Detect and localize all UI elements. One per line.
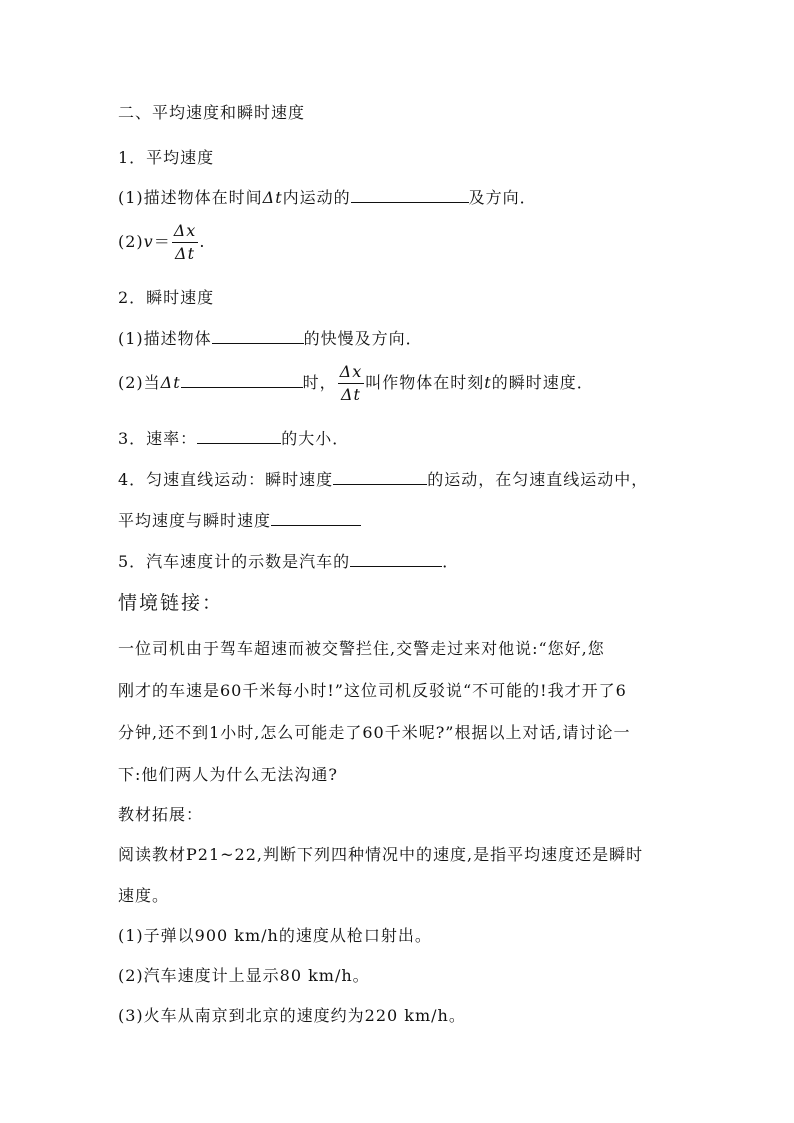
inst-speed-formula: (2)当Δt 时， $\frac{\Delta x}{\Delta t}$ 叫作物体在时刻t的瞬时速度． bbox=[118, 362, 594, 404]
item-4-line-2: 平均速度与瞬时速度 bbox=[118, 508, 361, 531]
section-title: 二、平均速度和瞬时速度 bbox=[118, 103, 306, 122]
item-5-speedometer: 5．汽车速度计的示数是汽车的 ． bbox=[118, 552, 460, 571]
fill-blank[interactable] bbox=[181, 371, 303, 388]
item-3-speed-rate: 3．速率： 的大小． bbox=[118, 429, 350, 448]
ext-line-1: 阅读教材P21~22,判断下列四种情况中的速度,是指平均速度还是瞬时 bbox=[118, 845, 644, 864]
ext-line-2: 速度。 bbox=[118, 886, 170, 905]
ext-item-1: (1)子弹以900 km/h的速度从枪口射出。 bbox=[118, 926, 432, 945]
context-line-3: 分钟,还不到1小时,怎么可能走了60千米呢?”根据以上对话,请讨论一 bbox=[118, 723, 631, 742]
ext-heading: 教材拓展： bbox=[118, 805, 204, 824]
fill-blank[interactable] bbox=[197, 427, 281, 444]
ext-item-3: (3)火车从南京到北京的速度约为220 km/h。 bbox=[118, 1006, 466, 1025]
item-4-uniform-motion: 4．匀速直线运动：瞬时速度 的运动，在匀速直线运动中， bbox=[118, 470, 649, 489]
avg-speed-item-1: (1)描述物体在时间Δt内运动的 及方向． bbox=[118, 188, 537, 207]
ext-item-2: (2)汽车速度计上显示80 km/h。 bbox=[118, 966, 370, 985]
avg-speed-formula: (2)v＝ $\frac{\Delta x}{\Delta t}$ . bbox=[118, 221, 206, 263]
fill-blank[interactable] bbox=[333, 468, 427, 485]
context-line-2: 刚才的车速是60千米每小时!”这位司机反驳说“不可能的!我才开了6 bbox=[118, 681, 627, 700]
context-heading: 情境链接： bbox=[118, 592, 224, 614]
fraction-dx-dt: $\frac{\Delta x}{\Delta t}$ bbox=[173, 221, 197, 263]
fraction-dx-dt: $\frac{\Delta x}{\Delta t}$ bbox=[339, 362, 363, 404]
context-line-1: 一位司机由于驾车超速而被交警拦住,交警走过来对他说:“您好,您 bbox=[118, 639, 605, 658]
inst-speed-title: 2．瞬时速度 bbox=[118, 288, 215, 307]
context-line-4: 下:他们两人为什么无法沟通? bbox=[118, 765, 338, 784]
avg-speed-title: 1．平均速度 bbox=[118, 148, 215, 167]
inst-speed-item-1: (1)描述物体 的快慢及方向． bbox=[118, 329, 423, 348]
fill-blank[interactable] bbox=[212, 327, 304, 344]
fill-blank[interactable] bbox=[351, 186, 469, 203]
fill-blank[interactable] bbox=[271, 509, 361, 526]
fill-blank[interactable] bbox=[350, 550, 442, 567]
